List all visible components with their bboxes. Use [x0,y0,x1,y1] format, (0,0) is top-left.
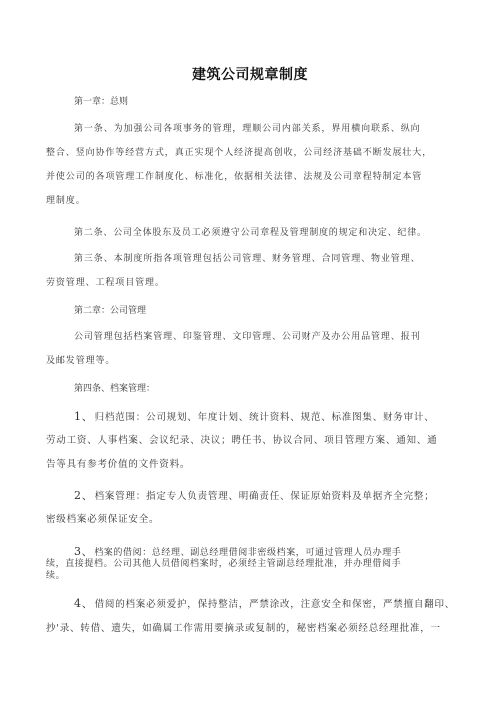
item-line: 档案管理：指定专人负责管理、明确责任、保证原始资料及单据齐全完整； [94,491,435,502]
article2-paragraph [74,227,438,240]
chapter1-heading-text: 第一章：总则 [74,97,129,107]
chapter2-heading [74,305,438,318]
item-number: 2、 [74,489,94,502]
article1-line: 整合、竖向协作等经营方式，真正实现个人经济提高创收，公司经济基础不断发展壮大， [46,148,433,158]
item-line: 归档范围：公司规划、年度计划、统计资料、规范、标准图集、财务审计、 [94,412,435,423]
item-line: 密级档案必须保证安全。 [46,514,160,525]
article1-line: 并使公司的各项管理工作制度化、标准化，依据相关法律、法规及公司章程特制定本管 [46,172,423,182]
article2-line: 第二条、公司全体股东及员工必须遵守公司章程及管理制度的规定和决定、纪律。 [74,228,427,238]
article1-line: 理制度。 [46,196,86,206]
item-line: 续，直接提档。公司其他人员借阅档案时，必须经主管副总经理批准，并办理借阅手 [46,559,402,569]
item-number: 3、 [74,545,94,558]
article4-heading-text: 第四条、档案管理： [74,384,156,394]
article1-paragraph [46,123,438,208]
archive-item-4 [46,597,456,635]
company-management-paragraph [46,331,438,368]
article1-line: 第一条、为加强公司各项事务的管理，理顺公司内部关系，界用横向联系、纵向 [74,124,421,134]
company-management-line: 公司管理包括档案管理、印鉴管理、文印管理、公司财产及办公用品管理、报刊 [74,332,421,342]
item-number: 1、 [74,410,94,423]
archive-item-2 [46,489,438,526]
item-line: 告等具有参考价值的文件资料。 [46,459,191,470]
article3-line: 第三条、本制度所指各项管理包括公司管理、财务管理、合同管理、物业管理、 [74,254,421,264]
chapter2-heading-text: 第二章：公司管理 [74,306,147,316]
company-management-line: 及邮发管理等。 [46,356,116,366]
article4-heading [74,383,438,396]
chapter1-heading [74,96,438,109]
archive-item-1 [46,410,438,471]
archive-item-3 [46,545,438,582]
document-title: 建筑公司规章制度 [192,67,308,83]
item-line: 续。 [46,571,66,581]
item-number: 4、 [74,597,94,610]
article3-paragraph [46,253,438,290]
item-line: 借阅的档案必须爱护，保持整洁，严禁涂改，注意安全和保密，严禁擅自翻印、 [94,599,456,610]
item-line: 档案的借阅：总经理、副总经理借阅非密级档案，可通过管理人员办理手 [94,548,402,558]
item-line: 抄'录、转借、遗失，如确属工作需用要摘录或复制的，秘密档案必须经总经理批准，一 [46,623,441,634]
article3-line: 劳资管理、工程项目管理。 [46,278,165,288]
item-line: 劳动工资、人事档案、会议纪录、决议；聘任书、协议合同、项目管理方案、通知、通 [46,435,438,446]
